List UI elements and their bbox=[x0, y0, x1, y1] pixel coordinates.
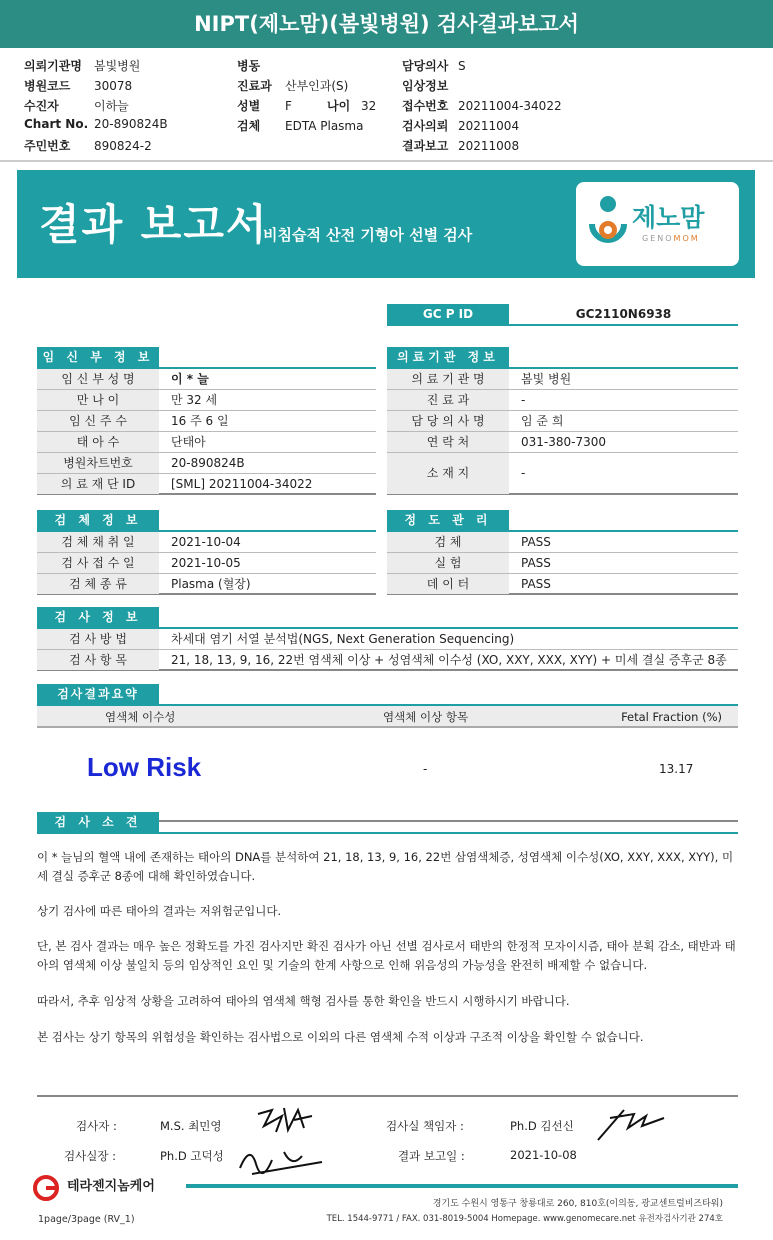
report-date-label: 결과 보고일 : bbox=[398, 1149, 465, 1163]
row-value: 차세대 염기 서열 분석법(NGS, Next Generation Sequencing) bbox=[171, 632, 515, 646]
footer-address: 경기도 수원시 영통구 창룡대로 260, 810호(이의동, 광교센트럴비즈타워) bbox=[432, 1199, 723, 1209]
finding-paragraph: 단, 본 검사 결과는 매우 높은 정확도를 가진 검사지만 확진 검사가 아닌 선별 검사로서 태반의 한정적 모자이시즘, 태아 분획 감소, 태반과 태아의 염색체 이상 불일치 등의 임상적인 요인 및 기술의 한계 사항으로 인해 위음성의 가능성을 완전히 배제할 수 없습니다. bbox=[37, 939, 736, 972]
table-row bbox=[37, 453, 376, 474]
table-row bbox=[37, 390, 376, 411]
hdr-label: 수진자 bbox=[24, 99, 59, 113]
table-row bbox=[387, 453, 738, 495]
hdr-value: S bbox=[458, 59, 466, 73]
chief-name: Ph.D 김선신 bbox=[510, 1119, 574, 1133]
table-row bbox=[37, 411, 376, 432]
hdr-value: 20211004-34022 bbox=[458, 99, 562, 113]
table-row bbox=[37, 369, 376, 390]
finding-paragraph: 본 검사는 상기 항목의 위험성을 확인하는 검사법으로 이외의 다른 염색체 수적 이상과 구조적 이상을 확인할 수 없습니다. bbox=[37, 1030, 644, 1044]
genomom-logo bbox=[576, 182, 739, 266]
header-col-1 bbox=[24, 57, 224, 157]
row-value: - bbox=[521, 466, 526, 480]
row-value: 만 32 세 bbox=[171, 393, 218, 407]
findings-section bbox=[37, 812, 738, 1047]
hdr-value: 20211004 bbox=[458, 119, 520, 133]
row-label: 진 료 과 bbox=[387, 390, 509, 410]
fetal-fraction-value: 13.17 bbox=[659, 762, 694, 776]
test-info-section bbox=[37, 607, 738, 671]
pregnant-info-section bbox=[37, 347, 376, 495]
finding-paragraph: 이 * 늘님의 혈액 내에 존재하는 태아의 DNA를 분석하여 21, 18, 13, 9, 16, 22번 삼염색체증, 성염색체 이수성(XO, XXY, XXX, XYY), 미세 결실 증후군 8종에 대해 확인하였습니다. bbox=[37, 850, 734, 883]
row-value: 21, 18, 13, 9, 16, 22번 염색체 이상 + 성염색체 이수성 (XO, XXY, XXX, XYY) + 미세 결실 증후군 8종 bbox=[171, 653, 727, 667]
hdr-label: Chart No. bbox=[24, 117, 89, 131]
row-label: 소 재 지 bbox=[387, 453, 509, 494]
head-name: Ph.D 고덕성 bbox=[160, 1149, 224, 1163]
chief-label: 검사실 책임자 : bbox=[386, 1119, 464, 1133]
logo-eng-a: GENO bbox=[642, 234, 674, 243]
banner-title: 결과 보고서 bbox=[39, 200, 269, 249]
footer-teal-rule bbox=[186, 1184, 738, 1188]
row-label: 태 아 수 bbox=[37, 432, 159, 452]
hdr-label: 주민번호 bbox=[24, 139, 71, 153]
header-col-3 bbox=[402, 57, 602, 157]
row-value: 2021-10-04 bbox=[171, 535, 241, 549]
row-label: 임 신 주 수 bbox=[37, 411, 159, 431]
logo-name: 제노맘 bbox=[632, 203, 705, 232]
company-name: 테라젠지놈케어 bbox=[67, 1179, 155, 1194]
risk-result: Low Risk bbox=[87, 752, 202, 782]
col-aneuploidy: 염색체 이수성 bbox=[105, 710, 176, 724]
section-title: 검 사 소 견 bbox=[37, 812, 159, 832]
hdr-value: 봄빛병원 bbox=[94, 59, 141, 73]
row-value: 031-380-7300 bbox=[521, 435, 607, 449]
gcp-value: GC2110N6938 bbox=[575, 307, 672, 321]
row-label: 검 사 항 목 bbox=[37, 650, 159, 670]
table-row bbox=[387, 432, 738, 453]
row-value: - bbox=[521, 393, 526, 407]
col-abnormal-items: 염색체 이상 항목 bbox=[383, 710, 469, 724]
row-value: 20-890824B bbox=[171, 456, 245, 470]
summary-row bbox=[37, 728, 738, 822]
report-title: NIPT(제노맘)(봄빛병원) 검사결과보고서 bbox=[194, 12, 579, 36]
gcp-label: GC P ID bbox=[387, 304, 509, 324]
hdr-label: 접수번호 bbox=[402, 99, 449, 113]
row-value: 16 주 6 일 bbox=[171, 414, 229, 428]
section-title: 검 사 정 보 bbox=[37, 607, 159, 627]
abnormal-item-value: - bbox=[423, 762, 428, 776]
row-value: 단태아 bbox=[171, 435, 206, 449]
institution-info-section bbox=[387, 347, 738, 495]
hdr-label: 담당의사 bbox=[402, 59, 449, 73]
result-banner bbox=[17, 170, 755, 278]
row-label: 담 당 의 사 명 bbox=[387, 411, 509, 431]
row-label: 임 신 부 성 명 bbox=[37, 369, 159, 389]
specimen-info-section bbox=[37, 510, 376, 595]
table-row bbox=[37, 629, 738, 650]
gcp-id-row bbox=[387, 304, 738, 326]
quality-control-section bbox=[387, 510, 738, 595]
hdr-label: 결과보고 bbox=[402, 139, 449, 153]
hdr-value: 20-890824B bbox=[94, 117, 168, 131]
table-row bbox=[387, 369, 738, 390]
hdr-value: 890824-2 bbox=[94, 139, 152, 153]
row-label: 의 료 재 단 ID bbox=[37, 474, 159, 494]
section-title: 정 도 관 리 bbox=[387, 510, 509, 530]
hdr-label: 병원코드 bbox=[24, 79, 71, 93]
report-date: 2021-10-08 bbox=[510, 1148, 577, 1162]
row-label: 실 험 bbox=[387, 553, 509, 573]
hdr-label: 성별 bbox=[237, 99, 261, 113]
banner-subtitle: 비침습적 산전 기형아 선별 검사 bbox=[263, 226, 473, 244]
row-label: 병원차트번호 bbox=[37, 453, 159, 473]
row-value: PASS bbox=[521, 577, 551, 591]
result-summary-section bbox=[37, 684, 738, 822]
signature-head-image bbox=[232, 1138, 332, 1180]
hdr-label: 검사의뢰 bbox=[402, 119, 449, 133]
hdr-value: 32 bbox=[361, 99, 377, 113]
company-logo bbox=[33, 1175, 155, 1201]
hdr-label: 진료과 bbox=[237, 79, 272, 93]
page-number: 1page/3page (RV_1) bbox=[38, 1214, 135, 1225]
logo-eng-b: MOM bbox=[673, 234, 700, 243]
table-row bbox=[387, 574, 738, 595]
hdr-value: F bbox=[285, 99, 292, 113]
row-label: 검 체 bbox=[387, 532, 509, 552]
section-title: 검사결과요약 bbox=[37, 684, 159, 704]
section-title: 검 체 정 보 bbox=[37, 510, 159, 530]
table-row bbox=[387, 411, 738, 432]
table-row bbox=[37, 650, 738, 671]
genomom-logo-icon bbox=[584, 194, 634, 254]
table-row bbox=[387, 390, 738, 411]
table-row bbox=[37, 474, 376, 495]
row-label: 연 락 처 bbox=[387, 432, 509, 452]
hdr-value: 20211008 bbox=[458, 139, 520, 153]
section-title: 의료기관 정보 bbox=[387, 347, 509, 367]
hdr-value: EDTA Plasma bbox=[285, 119, 364, 133]
hdr-label: 검체 bbox=[237, 119, 261, 133]
finding-paragraph: 따라서, 추후 임상적 상황을 고려하여 태아의 염색체 핵형 검사를 통한 확인을 반드시 시행하시기 바랍니다. bbox=[37, 994, 570, 1008]
row-label: 검 사 방 법 bbox=[37, 629, 159, 649]
hdr-value: 이하늘 bbox=[94, 99, 129, 113]
hdr-value: 산부인과(S) bbox=[285, 79, 349, 93]
summary-header bbox=[37, 706, 738, 728]
row-label: 검 사 접 수 일 bbox=[37, 553, 159, 573]
company-logo-icon bbox=[33, 1175, 61, 1201]
row-label: 검 체 종 류 bbox=[37, 574, 159, 594]
table-row bbox=[387, 553, 738, 574]
row-label: 만 나 이 bbox=[37, 390, 159, 410]
table-row bbox=[37, 553, 376, 574]
row-value: PASS bbox=[521, 556, 551, 570]
report-title-bar bbox=[0, 0, 773, 48]
row-label: 데 이 터 bbox=[387, 574, 509, 594]
signature-tester-image bbox=[254, 1102, 316, 1140]
hdr-value: 30078 bbox=[94, 79, 133, 93]
col-fetal-fraction: Fetal Fraction (%) bbox=[621, 710, 722, 724]
table-row bbox=[37, 532, 376, 553]
hdr-label: 병동 bbox=[237, 59, 261, 73]
header-col-2 bbox=[237, 57, 397, 137]
row-label: 검 체 채 취 일 bbox=[37, 532, 159, 552]
header-divider bbox=[0, 160, 773, 162]
tester-name: M.S. 최민영 bbox=[160, 1119, 222, 1133]
table-row bbox=[37, 432, 376, 453]
row-value: 임 준 희 bbox=[521, 414, 564, 428]
tester-label: 검사자 : bbox=[76, 1119, 117, 1133]
row-value: 이 * 늘 bbox=[171, 372, 209, 386]
hdr-label: 의뢰기관명 bbox=[24, 59, 82, 73]
row-value: Plasma (혈장) bbox=[171, 577, 251, 591]
hdr-label: 임상정보 bbox=[402, 79, 449, 93]
hdr-label: 나이 bbox=[327, 99, 351, 113]
row-value: [SML] 20211004-34022 bbox=[171, 477, 313, 491]
row-value: 봄빛 병원 bbox=[521, 372, 572, 386]
signature-top-rule bbox=[37, 1095, 738, 1097]
signature-chief-image bbox=[594, 1104, 668, 1144]
finding-paragraph: 상기 검사에 따른 태아의 결과는 저위험군입니다. bbox=[37, 904, 282, 918]
table-row bbox=[37, 574, 376, 595]
section-title: 임 신 부 정 보 bbox=[37, 347, 159, 367]
head-label: 검사실장 : bbox=[64, 1149, 116, 1163]
row-label: 의 료 기 관 명 bbox=[387, 369, 509, 389]
footer-contact: TEL. 1544-9771 / FAX. 031-8019-5004 Homepage. www.genomecare.net 유전자검사기관 274호 bbox=[326, 1214, 723, 1224]
row-value: 2021-10-05 bbox=[171, 556, 241, 570]
logo-eng bbox=[642, 234, 700, 243]
row-value: PASS bbox=[521, 535, 551, 549]
table-row bbox=[387, 532, 738, 553]
